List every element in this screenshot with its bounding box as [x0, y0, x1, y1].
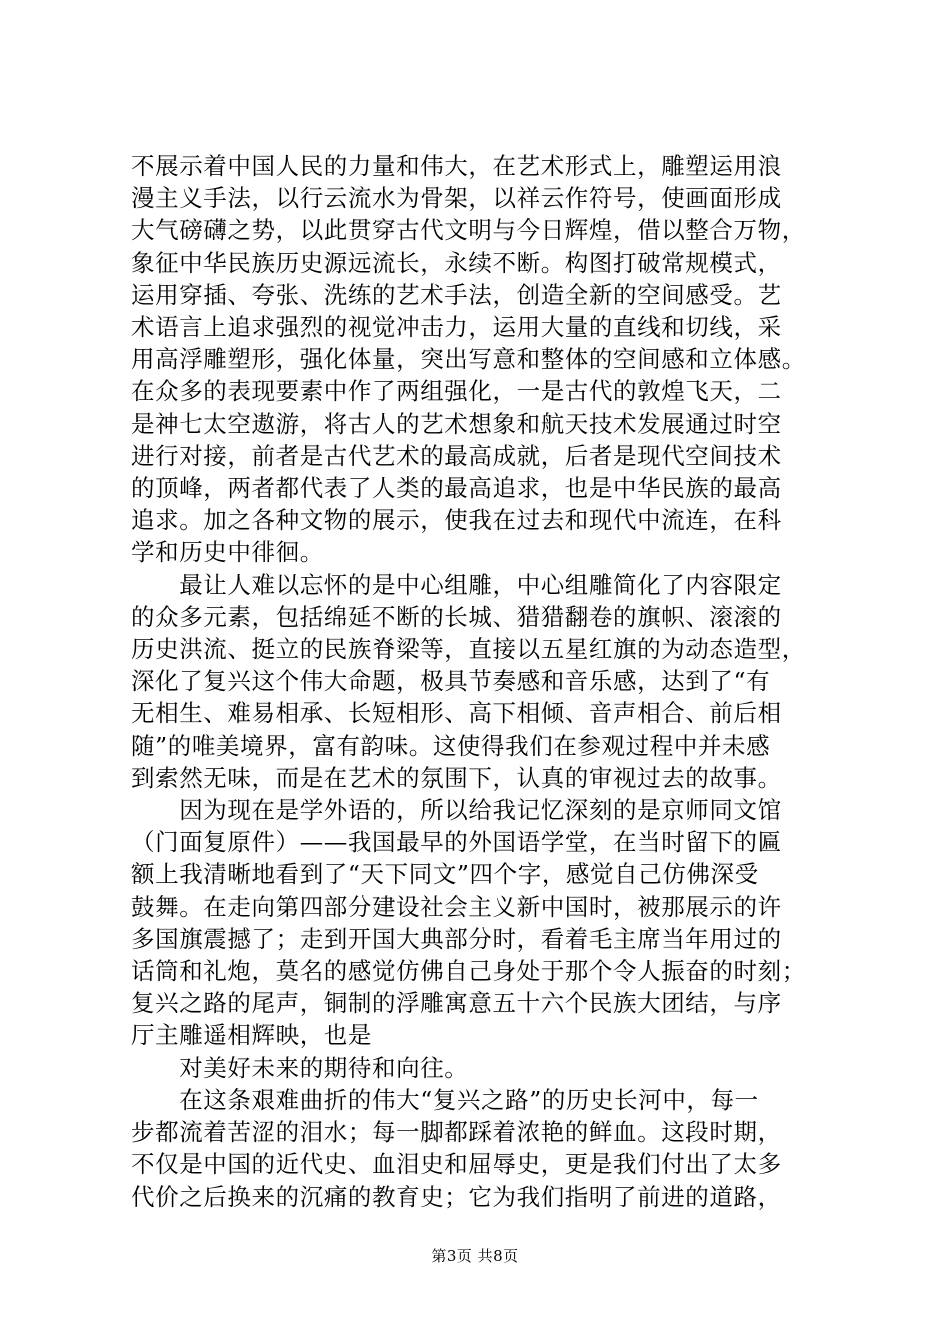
- paragraph: 不展示着中国人民的力量和伟大，在艺术形式上，雕塑运用浪 漫主义手法，以行云流水为骨架，以祥云作符号，使画面形成 大气磅礴之势，以此贯穿古代文明与今日辉煌，借以整合万物， 象征中华民族历史源远流长，永续不断。构图打破常规模式， 运用穿插、夸张、洗练的艺术手法，创造全新的空间感受。艺 术语言上追求强烈的视觉冲击力，运用大量的直线和切线，采 用高浮雕塑形，强化体量，突出写意和整体的空间感和立体感。 在众多的表现要素中作了两组强化，一是古代的敦煌飞天，二 是神七太空遨游，将古人的艺术想象和航天技术发展通过时空 进行对接，前者是古代艺术的最高成就，后者是现代空间技术 的顶峰，两者都代表了人类的最高追求，也是中华民族的最高 追求。加之各种文物的展示，使我在过去和现代中流连，在科 学和历史中徘徊。: [131, 152, 806, 567]
- paragraph: 最让人难以忘怀的是中心组雕，中心组雕简化了内容限定 的众多元素，包括绵延不断的长城、猎猎翻卷的旗帜、滚滚的 历史洪流、挺立的民族脊梁等，直接以五星红旗的为动态造型， 深化了复兴这个伟大命题，极具节奏感和音乐感，达到了“有 无相生、难易相承、长短相形、高下相倾、音声相合、前后相 随”的唯美境界，富有韵味。这使得我们在参观过程中并未感 到索然无味，而是在艺术的氛围下，认真的审视过去的故事。: [131, 570, 806, 792]
- paragraph: 对美好未来的期待和向往。: [131, 1053, 469, 1082]
- body-text: [131, 150, 851, 1213]
- paragraph: 在这条艰难曲折的伟大“复兴之路”的历史长河中，每一 步都流着苦涩的泪水；每一脚都踩着浓艳的鲜血。这段时期， 不仅是中国的近代史、血泪史和屈辱史，更是我们付出了太多 代价之后换来的沉痛的教育史；它为我们指明了前进的道路，: [131, 1085, 782, 1211]
- page-number-footer: 第3页 共8页: [431, 1247, 519, 1265]
- paragraph: 因为现在是学外语的，所以给我记忆深刻的是京师同文馆 （门面复原件）——我国最早的外国语学堂，在当时留下的匾 额上我清晰地看到了“天下同文”四个字，感觉自己仿佛深受 鼓舞。在走向第四部分建设社会主义新中国时，被那展示的许 多国旗震撼了；走到开国大典部分时，看着毛主席当年用过的 话筒和礼炮，莫名的感觉仿佛自己身处于那个令人振奋的时刻； 复兴之路的尾声，铜制的浮雕寓意五十六个民族大团结，与序 厅主雕遥相辉映，也是: [131, 796, 806, 1050]
